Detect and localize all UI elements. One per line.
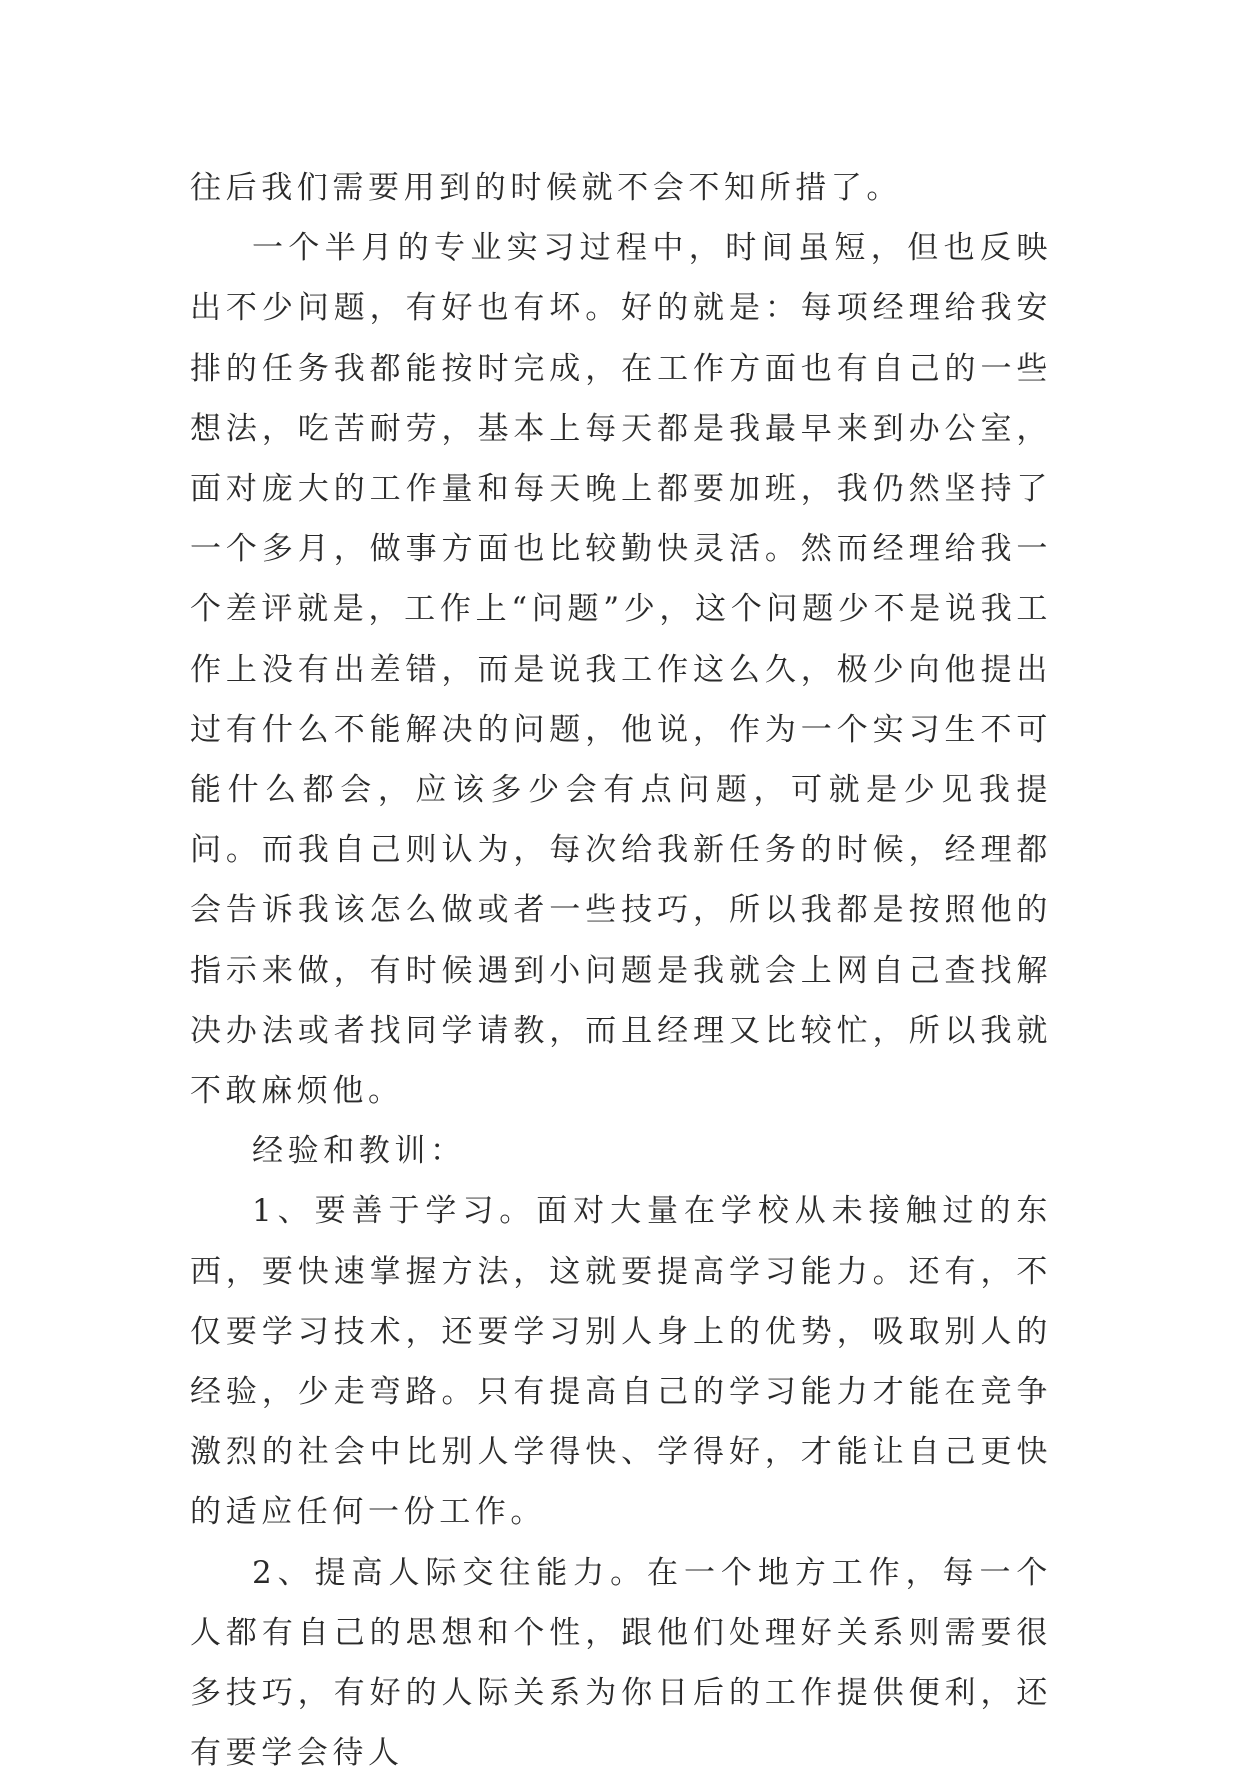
- paragraph-lesson-2: 2、提高人际交往能力。在一个地方工作，每一个人都有自己的思想和个性，跟他们处理好关系则需要很多技巧，有好的人际关系为你日后的工作提供便利，还有要学会待人: [190, 1554, 1052, 1772]
- paragraph-lesson-1: 1、要善于学习。面对大量在学校从未接触过的东西，要快速掌握方法，这就要提高学习能力。还有，不仅要学习技术，还要学习别人身上的优势，吸取别人的经验，少走弯路。只有提高自己的学习能力才能在竞争激烈的社会中比别人学得快、学得好，才能让自己更快的适应任何一份工作。: [190, 1193, 1052, 1531]
- document-body: [190, 158, 1052, 1783]
- paragraph-internship-reflection: 一个半月的专业实习过程中，时间虽短，但也反映出不少问题，有好也有坏。好的就是：每项经理给我安排的任务我都能按时完成，在工作方面也有自己的一些想法，吃苦耐劳，基本上每天都是我最早来到办公室，面对庞大的工作量和每天晚上都要加班，我仍然坚持了一个多月，做事方面也比较勤快灵活。然而经理给我一个差评就是，工作上“问题”少，这个问题少不是说我工作上没有出差错，而是说我工作这么久，极少向他提出过有什么不能解决的问题，他说，作为一个实习生不可能什么都会，应该多少会有点问题，可就是少见我提问。而我自己则认为，每次给我新任务的时候，经理都会告诉我该怎么做或者一些技巧，所以我都是按照他的指示来做，有时候遇到小问题是我就会上网自己查找解决办法或者找同学请教，而且经理又比较忙，所以我就不敢麻烦他。: [190, 230, 1052, 1110]
- paragraph-continuation: 往后我们需要用到的时候就不会不知所措了。: [190, 170, 902, 206]
- section-heading-lessons: 经验和教训：: [252, 1133, 466, 1170]
